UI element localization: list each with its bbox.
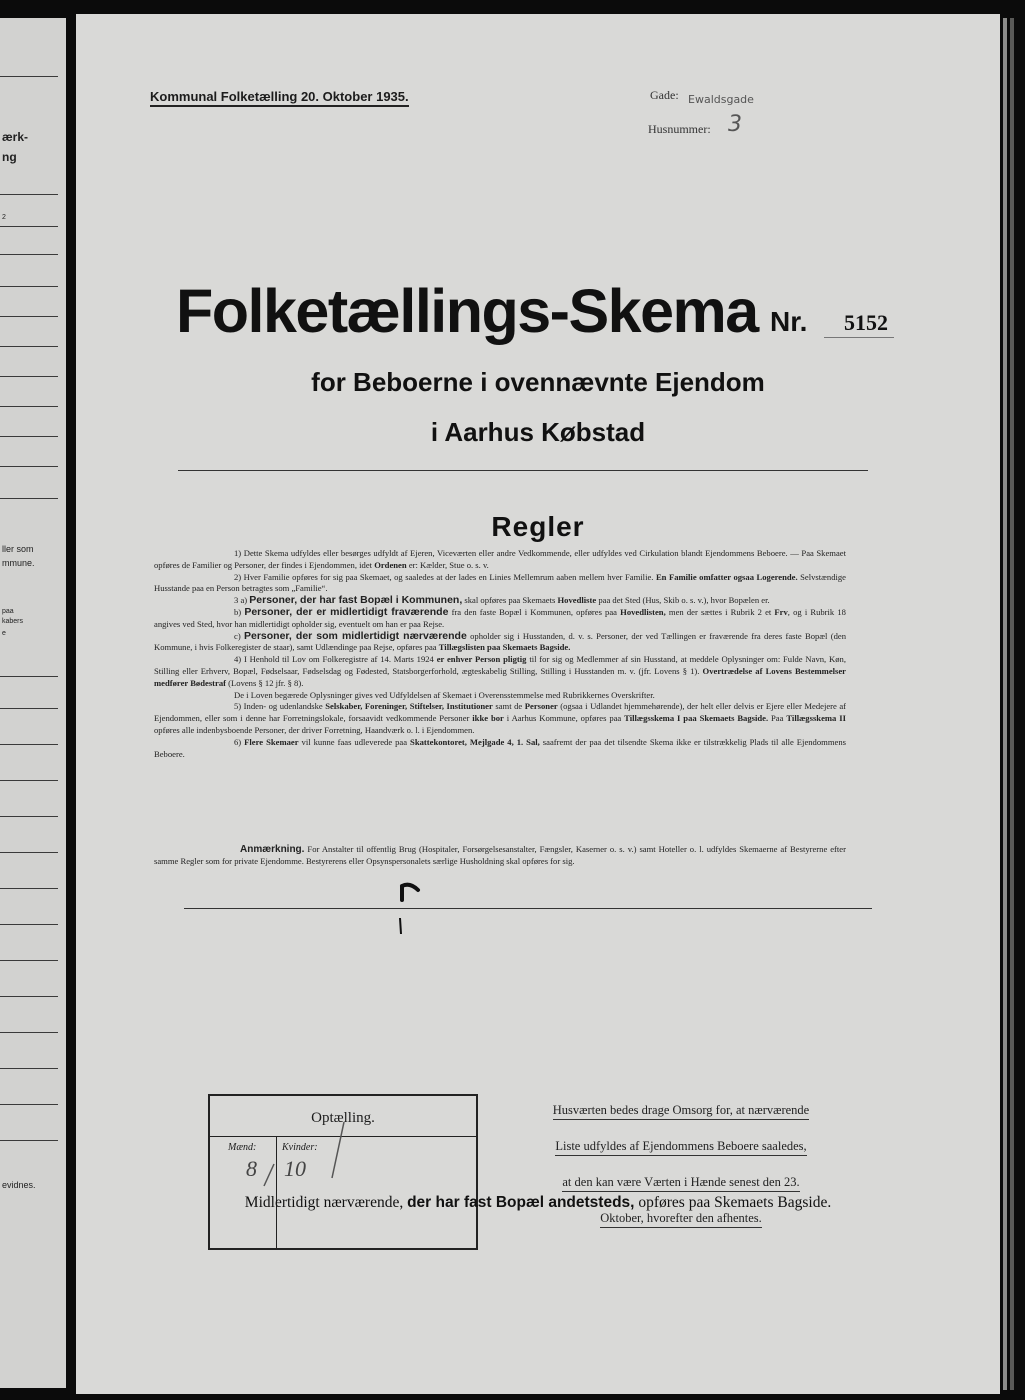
divider	[0, 286, 58, 287]
count-box	[208, 1094, 478, 1250]
divider	[0, 924, 58, 925]
men-count: 8	[246, 1156, 257, 1181]
divider	[0, 996, 58, 997]
handwritten-strokes	[260, 1116, 350, 1196]
divider	[0, 76, 58, 77]
divider	[0, 376, 58, 377]
form-number-label: Nr.	[770, 306, 808, 337]
street-label: Gade:	[650, 88, 679, 102]
section-divider	[178, 470, 868, 471]
fragment-text: kabers	[2, 618, 24, 625]
fragment-text: ærk-	[2, 130, 29, 144]
divider	[0, 816, 58, 817]
instruction-line: at den kan være Værten i Hænde senest den 23.	[562, 1175, 799, 1192]
house-number-value: 3	[728, 112, 742, 137]
divider	[0, 406, 58, 407]
divider	[0, 1068, 58, 1069]
divider	[0, 744, 58, 745]
divider	[0, 498, 58, 499]
fragment-text: evidnes.	[2, 1180, 36, 1190]
landlord-instructions	[512, 1099, 850, 1243]
rule-3c: c) Personer, der som midlertidigt nærværende opholder sig i Husstanden, d. v. s. Personer, der ved Tællingen er fraværende fra deres faste Bopæl (den Kommune, i hvis Folkeregister de staar), samt Udlændinge paa Rejse, opføres paa Tillægslisten paa Skemaets Bagside.	[154, 629, 846, 653]
rule-3a: 3 a) Personer, der har fast Bopæl i Kommunen, skal opføres paa Skemaets Hovedliste paa det Sted (Hus, Skib o. s. v.), hvor Bopælen er.	[234, 594, 770, 607]
page-stack-edge	[1010, 18, 1014, 1390]
men-label: Mænd:	[228, 1142, 257, 1153]
divider	[0, 346, 58, 347]
divider	[0, 888, 58, 889]
remark-heading: Anmærkning.	[240, 844, 305, 855]
divider	[0, 194, 58, 195]
house-number-label: Husnummer:	[648, 122, 711, 136]
divider	[0, 708, 58, 709]
rule-2: 2) Hver Familie opføres for sig paa Skemaet, og saaledes at der lades en Linies Mellemrum aaben mellem hver Familie. En Familie omfatter ogsaa Logerende. Selvstændige Husstande paa en Person betragtes som „Familie“.	[154, 571, 846, 594]
fragment-text: paa	[2, 608, 14, 615]
previous-page-edge	[0, 18, 66, 1388]
divider	[0, 1032, 58, 1033]
instruction-line: Husværten bedes drage Omsorg for, at nærværende	[553, 1103, 810, 1120]
divider	[0, 316, 58, 317]
count-box-title: Optælling.	[311, 1110, 375, 1126]
rules-heading: Regler	[491, 511, 585, 542]
census-header-title: Kommunal Folketælling 20. Oktober 1935.	[150, 89, 409, 107]
rule-1: 1) Dette Skema udfyldes eller besørges udfyldt af Ejeren, Viceværten eller andre Vedkommende, eller udfyldes ved Cirkulation blandt Ejendommens Beboere. — Paa Skemaet opføres de Familier og Personer, der findes i Ejendommen, idet Ordenen er: Kælder, Stue o. s. v.	[154, 548, 846, 570]
form-title: Folketællings-Skema	[176, 277, 758, 345]
fragment-text: 2	[2, 214, 6, 221]
instruction-line: Oktober, hvorefter den afhentes.	[600, 1211, 762, 1228]
divider	[0, 436, 58, 437]
rules-text	[154, 548, 846, 760]
form-subtitle: for Beboerne i ovennævnte Ejendom	[311, 367, 765, 397]
fragment-text: ng	[2, 150, 17, 164]
fragment-text: mmune.	[2, 558, 35, 568]
divider	[0, 676, 58, 677]
census-form-page	[76, 14, 1000, 1394]
women-label: Kvinder:	[282, 1142, 318, 1153]
divider	[0, 780, 58, 781]
form-number-value: 5152	[844, 310, 888, 335]
women-count: 10	[284, 1156, 306, 1181]
section-divider	[184, 908, 872, 909]
footer-note: Midlertidigt nærværende, der har fast Bopæl andetsteds, opføres paa Skemaets Bagside.	[244, 1194, 832, 1211]
divider	[0, 852, 58, 853]
rule-4-note: De i Loven begærede Oplysninger gives ved Udfyldelsen af Skemaet i Overensstemmelse med Rubrikkernes Overskrifter.	[234, 689, 655, 700]
rule-6: 6) Flere Skemaer vil kunne faas udleverede paa Skattekontoret, Mejlgade 4, 1. Sal, saafremt der paa det tilsendte Skema ikke er tilstrækkelig Plads til alle Ejendommens Beboere.	[154, 736, 846, 759]
number-underline	[824, 337, 894, 338]
rule-3b: b) Personer, der er midlertidigt fraværende fra den faste Bopæl i Kommunen, opføres paa Hovedlisten, men der sættes i Rubrik 2 et Frv, og i Rubrik 18 angives ved Sted, hvor han midlertidigt opholder sig, eventuelt om han er paa Rejse.	[154, 605, 846, 629]
divider	[0, 960, 58, 961]
page-stack-edge	[1003, 18, 1007, 1390]
instruction-line: Liste udfyldes af Ejendommens Beboere saaledes,	[555, 1139, 806, 1156]
divider	[0, 466, 58, 467]
divider	[0, 1104, 58, 1105]
fragment-text: e	[2, 630, 6, 637]
divider	[0, 254, 58, 255]
divider	[0, 226, 58, 227]
fragment-text: ller som	[2, 544, 34, 554]
rule-4: 4) I Henhold til Lov om Folkeregistre af 14. Marts 1924 er enhver Person pligtig til for sig og Medlemmer af sin Husstand, at meddele Oplysninger om: Fulde Navn, Køn, Stilling eller Erhverv, Bopæl, Fødselsaar, Fødselsdag og Fødested, Statsborgerforhold, ægteskabelig Stilling, Stilling i Husstanden m. v. (jfr. Lovens § 1). Overtrædelse af Lovens Bestemmelser medfører Bødestraf (Lovens § 12 jfr. § 8).	[154, 654, 847, 688]
divider	[0, 1140, 58, 1141]
street-value: Ewaldsgade	[688, 93, 754, 106]
rule-5: 5) Inden- og udenlandske Selskaber, Foreninger, Stiftelser, Institutioner samt de Personer (ogsaa i Udlandet hjemmehørende), der helt eller delvis er Ejere eller Medejere af Ejendommen, eller som i denne har Forretningslokale, forsaavidt vedkommende Personer ikke bor i Aarhus Kommune, opføres paa Tillægsskema I paa Skemaets Bagside. Paa Tillægsskema II opføres alle indenbysboende Personer, der driver Forretning, Haandværk o. l. i Ejendommen.	[154, 701, 847, 735]
remark-text: Anmærkning. For Anstalter til offentlig Brug (Hospitaler, Forsørgelsesanstalter, Fængsler, Kaserner o. s. v.) samt Hoteller o. l. udfyldes Skemaerne af Bestyrerne efter samme Regler som for private Ejendomme. Bestyrerens eller Opsynspersonalets særlige Husholdning skal opføres for sig.	[154, 844, 846, 866]
form-location: i Aarhus Købstad	[430, 417, 646, 447]
